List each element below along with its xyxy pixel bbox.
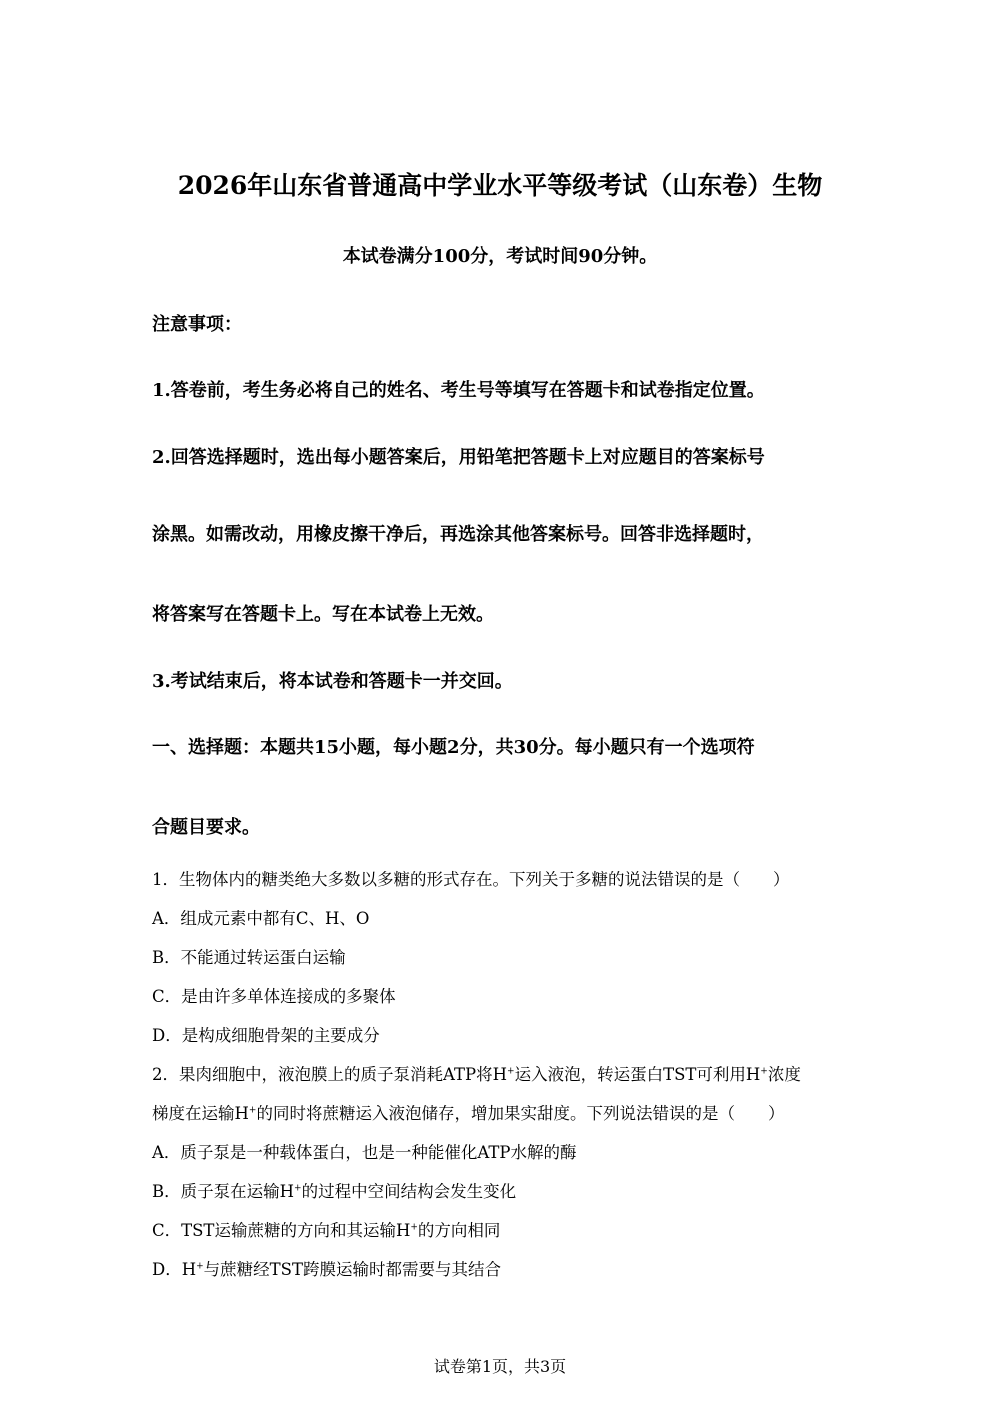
notice-item-3: 3.考试结束后，将本试卷和答题卡一并交回。 <box>152 671 513 692</box>
question-2-option-b <box>152 1179 872 1205</box>
option-text: 的方向相同 <box>417 1221 501 1240</box>
notice-item-2-line-3: 将答案写在答题卡上。写在本试卷上无效。 <box>152 604 494 625</box>
question-1-option-c: C．是由许多单体连接成的多聚体 <box>152 987 396 1006</box>
stem-text: 2．果肉细胞中，液泡膜上的质子泵消耗ATP将H <box>152 1065 508 1084</box>
superscript-plus: + <box>248 1105 257 1116</box>
superscript-plus: + <box>760 1066 768 1077</box>
notice-item-2-line-1: 2.回答选择题时，选出每小题答案后，用铅笔把答题卡上对应题目的答案标号 <box>152 447 765 468</box>
stem-text: 浓度 <box>767 1065 801 1084</box>
stem-text: 运入液泡，转运蛋白TST可利用H <box>514 1065 761 1084</box>
superscript-plus: + <box>196 1261 204 1272</box>
superscript-plus: + <box>294 1183 302 1194</box>
option-text: B．质子泵在运输H <box>152 1182 295 1201</box>
question-2-option-a: A．质子泵是一种载体蛋白，也是一种能催化ATP水解的酶 <box>152 1143 577 1162</box>
question-1-option-d: D．是构成细胞骨架的主要成分 <box>152 1026 380 1045</box>
question-2-stem-line-2 <box>152 1101 872 1127</box>
section-heading-line-2: 合题目要求。 <box>152 817 260 838</box>
superscript-plus: + <box>507 1066 515 1077</box>
notice-heading: 注意事项： <box>152 314 242 335</box>
question-1-option-b: B．不能通过转运蛋白运输 <box>152 948 346 967</box>
superscript-plus: + <box>410 1222 418 1233</box>
question-1-option-a: A．组成元素中都有C、H、O <box>152 909 370 928</box>
option-text: C．TST运输蔗糖的方向和其运输H <box>152 1221 411 1240</box>
option-text: D．H <box>152 1260 197 1279</box>
stem-text: 梯度在运输H <box>152 1104 249 1123</box>
section-heading-line-1: 一、选择题：本题共15小题，每小题2分，共30分。每小题只有一个选项符 <box>152 737 755 758</box>
notice-item-2-line-2: 涂黑。如需改动，用橡皮擦干净后，再选涂其他答案标号。回答非选择题时， <box>152 524 764 545</box>
question-2-option-d <box>152 1257 872 1283</box>
exam-title: 2026年山东省普通高中学业水平等级考试（山东卷）生物 <box>177 171 823 200</box>
option-text: 的过程中空间结构会发生变化 <box>301 1182 517 1201</box>
page-footer: 试卷第1页，共3页 <box>433 1357 567 1376</box>
stem-text: 的同时将蔗糖运入液泡储存，增加果实甜度。下列说法错误的是（ ） <box>256 1104 785 1123</box>
question-1-stem: 1．生物体内的糖类绝大多数以多糖的形式存在。下列关于多糖的说法错误的是（ ） <box>152 870 790 889</box>
question-2-stem-line-1 <box>152 1062 872 1088</box>
question-2-option-c <box>152 1218 872 1244</box>
option-text: 与蔗糖经TST跨膜运输时都需要与其结合 <box>203 1260 501 1279</box>
notice-item-1: 1.答卷前，考生务必将自己的姓名、考生号等填写在答题卡和试卷指定位置。 <box>152 380 765 401</box>
exam-subtitle: 本试卷满分100分，考试时间90分钟。 <box>342 246 658 267</box>
